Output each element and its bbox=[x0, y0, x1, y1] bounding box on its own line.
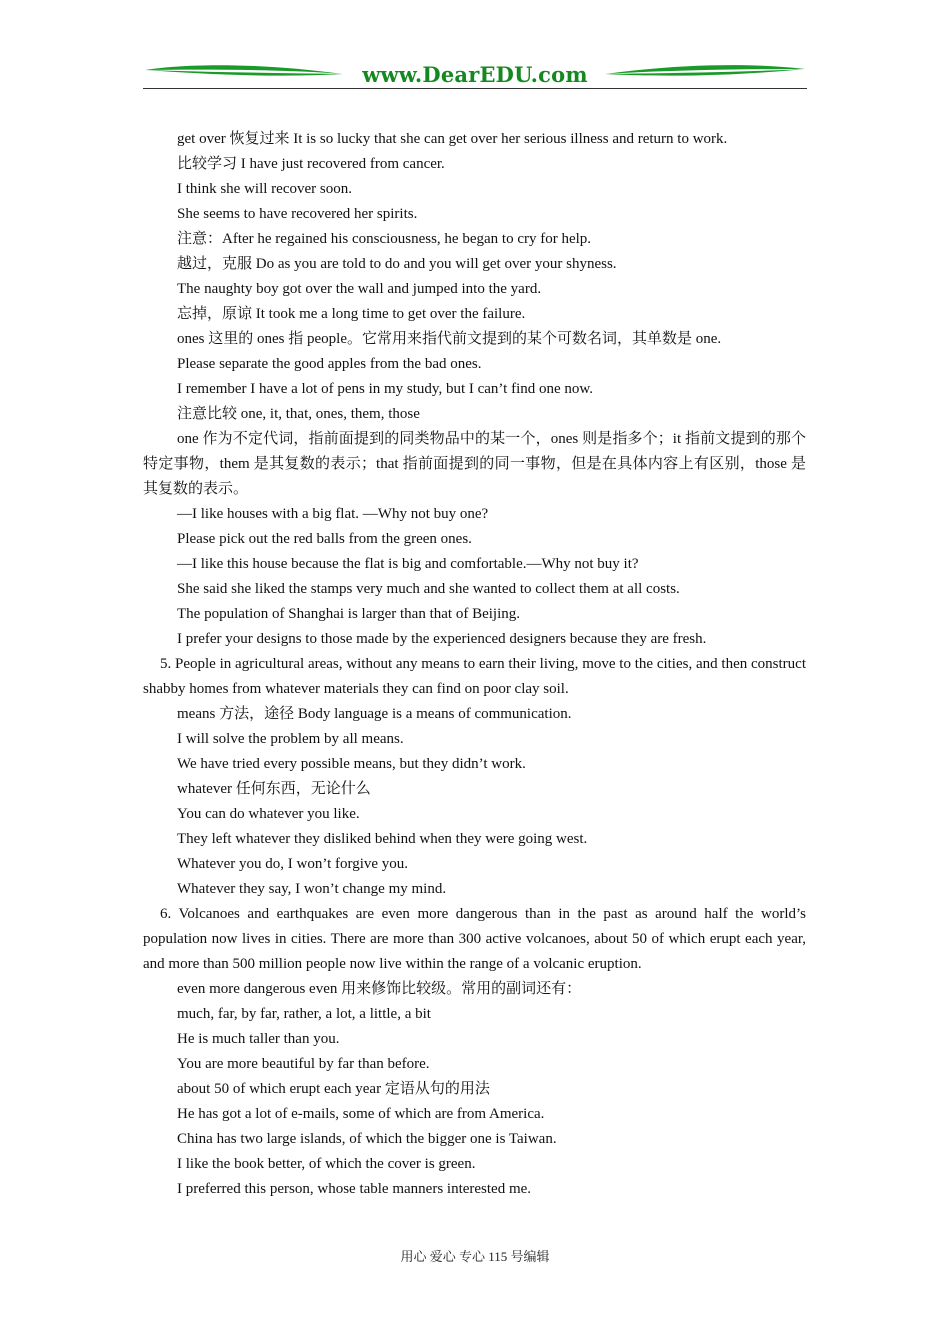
text-line: much, far, by far, rather, a lot, a little, a bit bbox=[177, 1006, 431, 1022]
text-line: The naughty boy got over the wall and jumped into the yard. bbox=[177, 281, 542, 297]
text-line: We have tried every possible means, but they didn’t work. bbox=[177, 756, 526, 772]
text-line: You can do whatever you like. bbox=[177, 806, 360, 822]
numbered-item-6: 6. Volcanoes and earthquakes are even more dangerous than in the past as around half the world’s population now lives in cities. There are more than 300 active volcanoes, about 50 of which erupt each year, and more than 500 million people now live within the range of a volcanic eruption. bbox=[143, 906, 806, 972]
text-line: even more dangerous even 用来修饰比较级。常用的副词还有： bbox=[177, 981, 582, 997]
text-line: Whatever you do, I won’t forgive you. bbox=[177, 856, 409, 872]
page-footer: 用心 爱心 专心 115 号编辑 bbox=[400, 1249, 550, 1264]
text-line: He is much taller than you. bbox=[177, 1031, 340, 1047]
text-line: 忘掉，原谅 It took me a long time to get over the failure. bbox=[177, 306, 526, 322]
text-line: She said she liked the stamps very much and she wanted to collect them at all costs. bbox=[177, 581, 680, 597]
numbered-item-5: 5. People in agricultural areas, without any means to earn their living, move to the cities, and then construct shabby homes from whatever materials they can find on poor clay soil. bbox=[143, 656, 806, 697]
text-line: 越过，克服 Do as you are told to do and you will get over your shyness. bbox=[177, 256, 617, 272]
text-line: I will solve the problem by all means. bbox=[177, 731, 404, 747]
text-line: get over 恢复过来 It is so lucky that she can get over her serious illness and return to work. bbox=[177, 131, 728, 147]
text-line: Please pick out the red balls from the green ones. bbox=[177, 531, 472, 547]
text-line: The population of Shanghai is larger than that of Beijing. bbox=[177, 606, 520, 622]
text-line: China has two large islands, of which the bigger one is Taiwan. bbox=[177, 1131, 557, 1147]
text-line: She seems to have recovered her spirits. bbox=[177, 206, 418, 222]
header-rule bbox=[143, 88, 807, 89]
text-line: I think she will recover soon. bbox=[177, 181, 352, 197]
text-line: I preferred this person, whose table manners interested me. bbox=[177, 1181, 532, 1197]
text-line: ones 这里的 ones 指 people。它常用来指代前文提到的某个可数名词，其单数是 one. bbox=[177, 331, 722, 347]
text-line: means 方法，途径 Body language is a means of communication. bbox=[177, 706, 572, 722]
text-line: They left whatever they disliked behind when they were going west. bbox=[177, 831, 588, 847]
text-line: I prefer your designs to those made by the experienced designers because they are fresh. bbox=[177, 631, 707, 647]
text-line: 注意：After he regained his consciousness, he began to cry for help. bbox=[177, 231, 592, 247]
site-logo-text: www.DearEDU.com bbox=[362, 62, 588, 87]
text-line: Whatever they say, I won’t change my mind. bbox=[177, 881, 447, 897]
text-line: I remember I have a lot of pens in my study, but I can’t find one now. bbox=[177, 381, 594, 397]
text-line: Please separate the good apples from the bad ones. bbox=[177, 356, 482, 372]
text-line: You are more beautiful by far than before. bbox=[177, 1056, 430, 1072]
text-line: He has got a lot of e-mails, some of which are from America. bbox=[177, 1106, 545, 1122]
text-line: 比较学习 I have just recovered from cancer. bbox=[177, 156, 445, 172]
explanation-paragraph: one 作为不定代词，指前面提到的同类物品中的某一个，ones 则是指多个；it 指前文提到的那个特定事物，them 是其复数的表示；that 指前面提到的同一事物，但是在具体内容上有区别，those 是其复数的表示。 bbox=[143, 431, 806, 497]
text-line: —I like houses with a big flat. —Why not buy one? bbox=[177, 506, 489, 522]
document-body bbox=[143, 127, 806, 1202]
text-line: whatever 任何东西，无论什么 bbox=[177, 781, 371, 797]
text-line: I like the book better, of which the cover is green. bbox=[177, 1156, 476, 1172]
text-line: about 50 of which erupt each year 定语从句的用法 bbox=[177, 1081, 490, 1097]
text-line: 注意比较 one, it, that, ones, them, those bbox=[177, 406, 420, 422]
page-header bbox=[143, 60, 807, 92]
text-line: —I like this house because the flat is big and comfortable.—Why not buy it? bbox=[177, 556, 639, 572]
